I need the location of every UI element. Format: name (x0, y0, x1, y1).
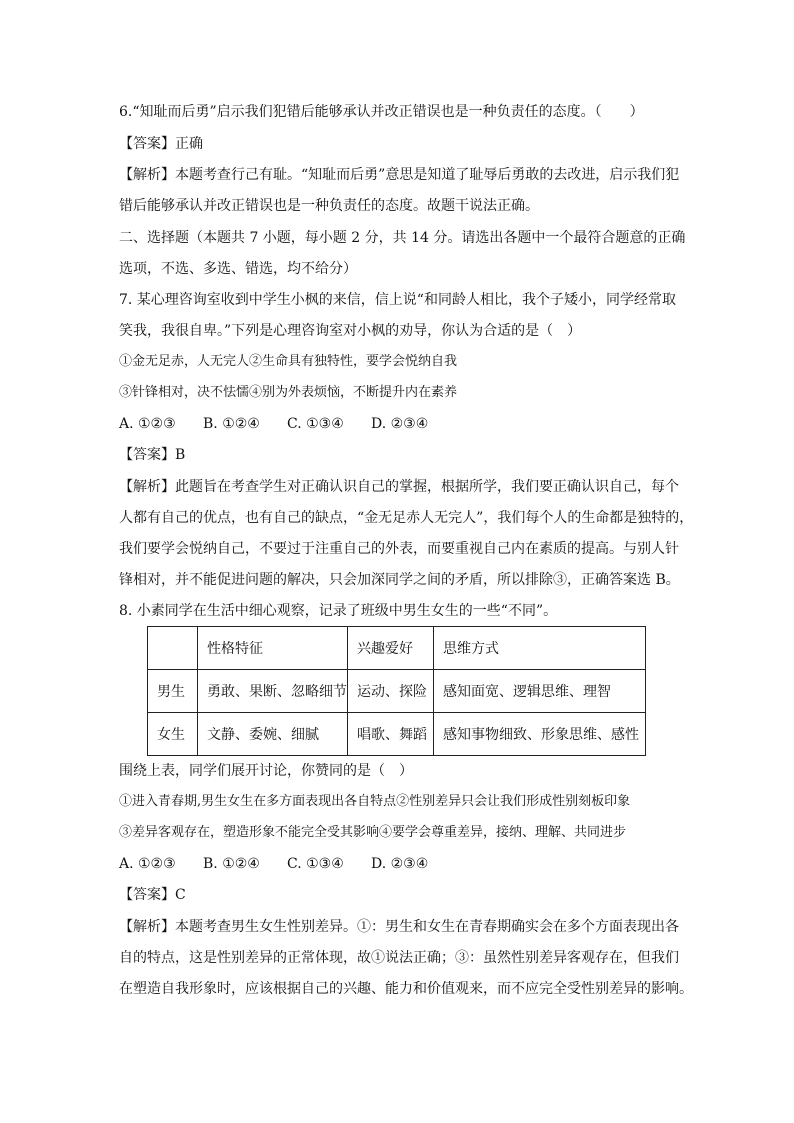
table-cell: 女生 (148, 713, 198, 756)
q8-option-b: B. ①②④ (203, 856, 260, 872)
q8-answer: 【答案】C (119, 887, 186, 903)
q7-answer: 【答案】B (119, 447, 186, 463)
table-cell: 运动、探险 (348, 670, 434, 713)
table-row (148, 713, 646, 756)
q7-option-c: C. ①③④ (287, 416, 344, 432)
q7-item-line-2: ③针锋相对，决不怯懦④别为外表烦恼，不断提升内在素养 (119, 385, 458, 400)
table-header-row (148, 627, 646, 670)
q6-analysis-line-1: 【解析】本题考查行己有耻。“知耻而后勇”意思是知道了耻辱后勇敢的去改进，启示我们犯 (119, 167, 680, 183)
q8-stem: 8. 小素同学在生活中细心观察，记录了班级中男生女生的一些“不同”。 (119, 603, 558, 619)
q8-analysis-line-1: 【解析】本题考查男生女生性别差异。①：男生和女生在青春期确实会在多个方面表现出各 (119, 919, 679, 935)
q6-answer: 【答案】正确 (119, 136, 203, 152)
q7-analysis-line-3: 我们要学会悦纳自己，不要过于注重自己的外表，而要重视自己内在素质的提高。与别人针 (119, 541, 679, 557)
table-header-cell: 性格特征 (198, 627, 348, 670)
table-header-cell (148, 627, 198, 670)
table-cell: 唱歌、舞蹈 (348, 713, 434, 756)
q7-option-d: D. ②③④ (371, 416, 429, 432)
q7-stem-line-2: 笑我，我很自卑。”下列是心理咨询室对小枫的劝导，你认为合适的是（ ） (119, 323, 582, 339)
q7-option-a: A. ①②③ (119, 416, 176, 432)
table-header-cell: 思维方式 (434, 627, 646, 670)
section-heading-line-2: 选项，不选、多选、错选，均不给分） (119, 261, 357, 277)
q8-option-c: C. ①③④ (287, 856, 344, 872)
q7-options (119, 415, 428, 433)
q8-options (119, 855, 428, 873)
q8-after-table: 围绕上表，同学们展开讨论，你赞同的是（ ） (119, 763, 413, 779)
section-heading-line-1: 二、选择题（本题共 7 小题，每小题 2 分，共 14 分。请选出各题中一个最符合题意的正确 (119, 230, 686, 246)
q7-analysis-line-1: 【解析】此题旨在考查学生对正确认识自己的掌握，根据所学，我们要正确认识自己，每个 (119, 479, 679, 495)
gender-differences-table (147, 626, 646, 756)
q8-item-line-2: ③差异客观存在，塑造形象不能完全受其影响④要学会尊重差异，接纳、理解、共同进步 (119, 825, 627, 840)
table-cell: 勇敢、果断、忽略细节 (198, 670, 348, 713)
q8-analysis-line-3: 在塑造自我形象时，应该根据自己的兴趣、能力和价值观来，而不应完全受性别差异的影响。 (119, 981, 693, 997)
q7-analysis-line-4: 锋相对，并不能促进问题的解决，只会加深同学之间的矛盾，所以排除③，正确答案选 B。 (119, 572, 680, 588)
table-cell: 感知事物细致、形象思维、感性 (434, 713, 646, 756)
table-header-cell: 兴趣爱好 (348, 627, 434, 670)
q8-item-line-1: ①进入青春期,男生女生在多方面表现出各自特点②性别差异只会让我们形成性别刻板印象 (119, 794, 631, 809)
table-cell: 男生 (148, 670, 198, 713)
q8-option-d: D. ②③④ (371, 856, 429, 872)
table-row (148, 670, 646, 713)
table-cell: 感知面宽、逻辑思维、理智 (434, 670, 646, 713)
q7-stem-line-1: 7. 某心理咨询室收到中学生小枫的来信，信上说“和同龄人相比，我个子矮小，同学经常取 (119, 292, 676, 308)
q7-item-line-1: ①金无足赤，人无完人②生命具有独特性，要学会悦纳自我 (119, 354, 458, 369)
q6-question: 6.“知耻而后勇”启示我们犯错后能够承认并改正错误也是一种负责任的态度。（ ） (119, 104, 644, 120)
table-cell: 文静、委婉、细腻 (198, 713, 348, 756)
q7-option-b: B. ①②④ (203, 416, 260, 432)
q8-analysis-line-2: 自的特点，这是性别差异的正常体现，故①说法正确；③：虽然性别差异客观存在，但我们 (119, 950, 679, 966)
q7-analysis-line-2: 人都有自己的优点，也有自己的缺点，“金无足赤人无完人”，我们每个人的生命都是独特的， (119, 510, 694, 526)
q8-option-a: A. ①②③ (119, 856, 176, 872)
q6-analysis-line-2: 错后能够承认并改正错误也是一种负责任的态度。故题干说法正确。 (119, 198, 539, 214)
